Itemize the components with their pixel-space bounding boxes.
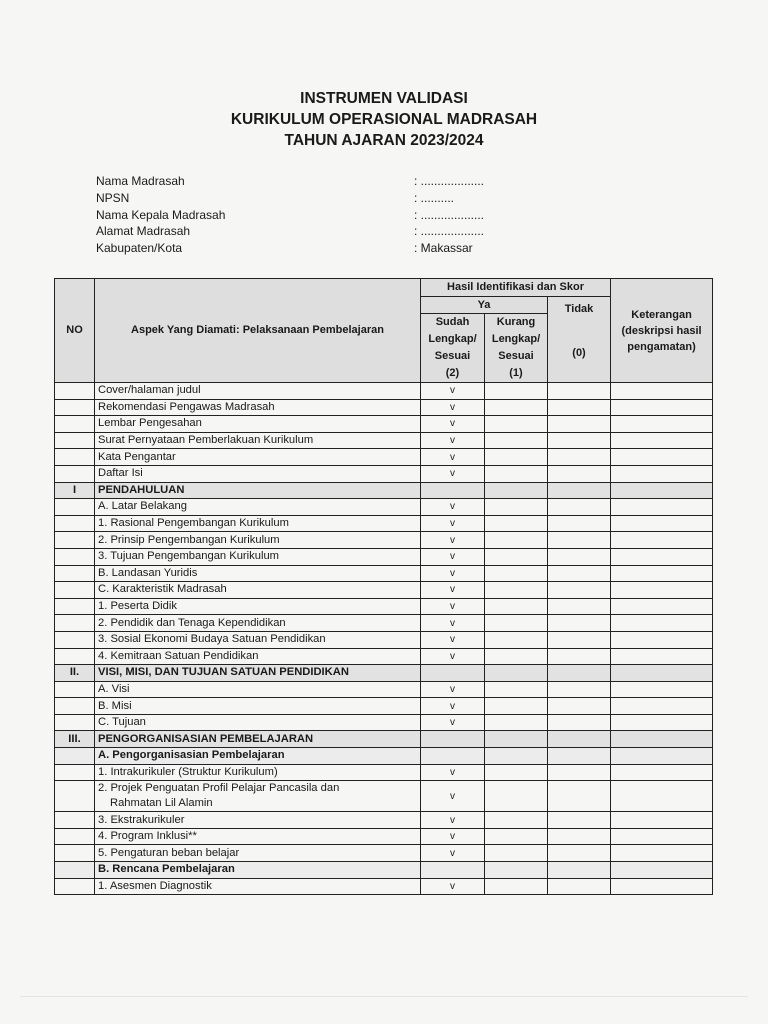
row-number (55, 648, 95, 665)
score-kurang-cell[interactable] (485, 532, 548, 549)
keterangan-cell[interactable] (611, 465, 713, 482)
row-aspect: 5. Pengaturan beban belajar (95, 845, 421, 862)
row-aspect: 4. Program Inklusi** (95, 828, 421, 845)
score-tidak-cell[interactable] (548, 449, 611, 466)
keterangan-cell[interactable] (611, 828, 713, 845)
score-tidak-cell[interactable] (548, 781, 611, 812)
score-tidak-cell[interactable] (548, 615, 611, 632)
keterangan-cell[interactable] (611, 515, 713, 532)
keterangan-cell[interactable] (611, 565, 713, 582)
score-sudah-cell[interactable]: v (421, 416, 485, 433)
info-label: Kabupaten/Kota (96, 241, 183, 256)
score-sudah-cell[interactable]: v (421, 565, 485, 582)
row-number (55, 764, 95, 781)
row-aspect: Rekomendasi Pengawas Madrasah (95, 399, 421, 416)
title-line-3: TAHUN AJARAN 2023/2024 (284, 132, 484, 149)
header-sudah (421, 314, 485, 383)
score-sudah-cell[interactable]: v (421, 615, 485, 632)
row-number (55, 416, 95, 433)
identity-block (96, 173, 484, 257)
score-tidak-cell[interactable] (548, 828, 611, 845)
document-title (0, 88, 768, 151)
info-row (96, 223, 484, 240)
keterangan-cell[interactable] (611, 648, 713, 665)
score-sudah-cell[interactable]: v (421, 845, 485, 862)
row-number: III. (55, 731, 95, 748)
table-row (55, 582, 713, 599)
table-row (55, 878, 713, 895)
row-aspect: PENGORGANISASIAN PEMBELAJARAN (95, 731, 421, 748)
score-kurang-cell[interactable] (485, 631, 548, 648)
header-tidak (548, 296, 611, 383)
table-row (55, 532, 713, 549)
title-line-2: KURIKULUM OPERASIONAL MADRASAH (230, 111, 538, 128)
table-row (55, 615, 713, 632)
row-aspect: Daftar Isi (95, 465, 421, 482)
keterangan-cell[interactable] (611, 731, 713, 748)
table-row (55, 499, 713, 516)
row-number (55, 781, 95, 812)
score-tidak-cell[interactable] (548, 665, 611, 682)
keterangan-cell[interactable] (611, 862, 713, 879)
header-tidak-label: Tidak (564, 302, 594, 315)
score-kurang-cell[interactable] (485, 499, 548, 516)
score-sudah-cell[interactable]: v (421, 582, 485, 599)
score-kurang-cell[interactable] (485, 862, 548, 879)
score-sudah-cell[interactable] (421, 731, 485, 748)
table-row (55, 714, 713, 731)
score-sudah-cell[interactable]: v (421, 548, 485, 565)
row-aspect: 3. Tujuan Pengembangan Kurikulum (95, 548, 421, 565)
table-row (55, 681, 713, 698)
title-line-1: INSTRUMEN VALIDASI (300, 90, 468, 107)
score-kurang-cell[interactable] (485, 598, 548, 615)
row-aspect: C. Karakteristik Madrasah (95, 582, 421, 599)
keterangan-cell[interactable] (611, 532, 713, 549)
info-row (96, 240, 484, 257)
table-body (55, 383, 713, 895)
info-label: Nama Madrasah (96, 174, 185, 188)
table-row (55, 565, 713, 582)
score-kurang-cell[interactable] (485, 416, 548, 433)
score-kurang-cell[interactable] (485, 615, 548, 632)
row-aspect: PENDAHULUAN (95, 482, 421, 499)
row-number (55, 631, 95, 648)
score-sudah-cell[interactable]: v (421, 598, 485, 615)
table-row (55, 515, 713, 532)
score-tidak-cell[interactable] (548, 845, 611, 862)
row-aspect: Lembar Pengesahan (95, 416, 421, 433)
score-kurang-cell[interactable] (485, 812, 548, 829)
table-row (55, 465, 713, 482)
row-number (55, 748, 95, 765)
score-sudah-cell[interactable]: v (421, 878, 485, 895)
info-row (96, 173, 484, 190)
score-kurang-cell[interactable] (485, 681, 548, 698)
row-number (55, 432, 95, 449)
row-number (55, 548, 95, 565)
score-tidak-cell[interactable] (548, 681, 611, 698)
score-tidak-cell[interactable] (548, 465, 611, 482)
info-row (96, 190, 484, 207)
row-number (55, 565, 95, 582)
info-value[interactable]: : ................... (414, 174, 485, 188)
score-sudah-cell[interactable]: v (421, 781, 485, 812)
row-aspect: B. Misi (95, 698, 421, 715)
info-value[interactable]: : Makassar (414, 241, 473, 256)
score-tidak-cell[interactable] (548, 731, 611, 748)
info-label: Alamat Madrasah (96, 224, 191, 239)
score-sudah-cell[interactable] (421, 862, 485, 879)
keterangan-cell[interactable] (611, 416, 713, 433)
score-kurang-cell[interactable] (485, 764, 548, 781)
row-number (55, 862, 95, 879)
row-number (55, 399, 95, 416)
row-number (55, 714, 95, 731)
keterangan-cell[interactable] (611, 582, 713, 599)
score-kurang-cell[interactable] (485, 731, 548, 748)
row-aspect: 1. Peserta Didik (95, 598, 421, 615)
score-tidak-cell[interactable] (548, 631, 611, 648)
row-aspect: C. Tujuan (95, 714, 421, 731)
score-tidak-cell[interactable] (548, 598, 611, 615)
row-aspect: VISI, MISI, DAN TUJUAN SATUAN PENDIDIKAN (95, 665, 421, 682)
table-row (55, 432, 713, 449)
keterangan-cell[interactable] (611, 432, 713, 449)
score-tidak-cell[interactable] (548, 582, 611, 599)
row-aspect (95, 781, 421, 812)
row-aspect: Cover/halaman judul (95, 383, 421, 400)
score-sudah-cell[interactable]: v (421, 714, 485, 731)
table-row (55, 781, 713, 812)
score-kurang-cell[interactable] (485, 714, 548, 731)
info-label: Nama Kepala Madrasah (96, 207, 226, 222)
score-tidak-cell[interactable] (548, 878, 611, 895)
row-number (55, 681, 95, 698)
row-number (55, 828, 95, 845)
score-tidak-cell[interactable] (548, 748, 611, 765)
score-kurang-cell[interactable] (485, 748, 548, 765)
keterangan-cell[interactable] (611, 399, 713, 416)
keterangan-cell[interactable] (611, 812, 713, 829)
info-row (96, 207, 484, 224)
row-aspect: 4. Kemitraan Satuan Pendidikan (95, 648, 421, 665)
row-aspect: A. Visi (95, 681, 421, 698)
row-aspect: 2. Pendidik dan Tenaga Kependidikan (95, 615, 421, 632)
row-number (55, 582, 95, 599)
validation-table (54, 278, 713, 895)
keterangan-cell[interactable] (611, 698, 713, 715)
row-number (55, 532, 95, 549)
score-kurang-cell[interactable] (485, 582, 548, 599)
table-row (55, 748, 713, 765)
score-sudah-cell[interactable]: v (421, 532, 485, 549)
header-sudah-label: Sudah Lengkap/ Sesuai (428, 316, 477, 362)
header-tidak-score: (0) (572, 347, 586, 359)
score-sudah-cell[interactable]: v (421, 828, 485, 845)
header-keterangan-label: Keterangan (deskripsi hasil pengamatan) (621, 308, 702, 353)
row-aspect: Kata Pengantar (95, 449, 421, 466)
table-row (55, 449, 713, 466)
row-aspect: 1. Rasional Pengembangan Kurikulum (95, 515, 421, 532)
score-kurang-cell[interactable] (485, 845, 548, 862)
score-kurang-cell[interactable] (485, 399, 548, 416)
table-row (55, 648, 713, 665)
row-aspect: B. Landasan Yuridis (95, 565, 421, 582)
score-sudah-cell[interactable]: v (421, 698, 485, 715)
row-aspect: B. Rencana Pembelajaran (95, 862, 421, 879)
header-ya: Ya (421, 296, 548, 314)
score-kurang-cell[interactable] (485, 828, 548, 845)
row-number (55, 465, 95, 482)
row-number (55, 383, 95, 400)
row-aspect: 3. Ekstrakurikuler (95, 812, 421, 829)
header-kurang-label: Kurang Lengkap/ Sesuai (491, 316, 541, 362)
keterangan-cell[interactable] (611, 449, 713, 466)
score-sudah-cell[interactable] (421, 748, 485, 765)
score-kurang-cell[interactable] (485, 878, 548, 895)
score-kurang-cell[interactable] (485, 482, 548, 499)
score-kurang-cell[interactable] (485, 515, 548, 532)
table-row (55, 598, 713, 615)
score-sudah-cell[interactable]: v (421, 499, 485, 516)
info-label: NPSN (96, 190, 130, 205)
table-row (55, 812, 713, 829)
table-row (55, 764, 713, 781)
table-row (55, 845, 713, 862)
score-sudah-cell[interactable]: v (421, 681, 485, 698)
row-aspect: 2. Prinsip Pengembangan Kurikulum (95, 532, 421, 549)
score-tidak-cell[interactable] (548, 862, 611, 879)
score-sudah-cell[interactable]: v (421, 631, 485, 648)
score-tidak-cell[interactable] (548, 714, 611, 731)
keterangan-cell[interactable] (611, 845, 713, 862)
row-number: II. (55, 665, 95, 682)
score-tidak-cell[interactable] (548, 764, 611, 781)
keterangan-cell[interactable] (611, 548, 713, 565)
score-tidak-cell[interactable] (548, 432, 611, 449)
score-tidak-cell[interactable] (548, 383, 611, 400)
table-row (55, 482, 713, 499)
page-edge-line (20, 996, 748, 997)
score-tidak-cell[interactable] (548, 548, 611, 565)
score-tidak-cell[interactable] (548, 532, 611, 549)
score-kurang-cell[interactable] (485, 565, 548, 582)
score-tidak-cell[interactable] (548, 812, 611, 829)
keterangan-cell[interactable] (611, 615, 713, 632)
score-sudah-cell[interactable]: v (421, 399, 485, 416)
row-aspect: 3. Sosial Ekonomi Budaya Satuan Pendidikan (95, 631, 421, 648)
table-row (55, 731, 713, 748)
score-sudah-cell[interactable] (421, 665, 485, 682)
score-sudah-cell[interactable]: v (421, 465, 485, 482)
info-value[interactable]: : ................... (414, 224, 485, 239)
keterangan-cell[interactable] (611, 748, 713, 765)
row-number: I (55, 482, 95, 499)
row-aspect: A. Pengorganisasian Pembelajaran (95, 748, 421, 765)
table-row (55, 416, 713, 433)
score-sudah-cell[interactable]: v (421, 515, 485, 532)
row-number (55, 499, 95, 516)
keterangan-cell[interactable] (611, 764, 713, 781)
keterangan-cell[interactable] (611, 714, 713, 731)
table-row (55, 383, 713, 400)
score-kurang-cell[interactable] (485, 548, 548, 565)
keterangan-cell[interactable] (611, 499, 713, 516)
row-aspect-line: Rahmatan Lil Alamin (110, 797, 213, 810)
score-kurang-cell[interactable] (485, 781, 548, 812)
score-tidak-cell[interactable] (548, 499, 611, 516)
row-aspect: 1. Intrakurikuler (Struktur Kurikulum) (95, 764, 421, 781)
table-row (55, 862, 713, 879)
keterangan-cell[interactable] (611, 781, 713, 812)
score-kurang-cell[interactable] (485, 465, 548, 482)
table-row (55, 548, 713, 565)
row-aspect: 1. Asesmen Diagnostik (95, 878, 421, 895)
row-number (55, 845, 95, 862)
score-kurang-cell[interactable] (485, 383, 548, 400)
row-number (55, 698, 95, 715)
header-no: NO (55, 279, 95, 383)
score-tidak-cell[interactable] (548, 565, 611, 582)
keterangan-cell[interactable] (611, 665, 713, 682)
score-tidak-cell[interactable] (548, 482, 611, 499)
table-row (55, 698, 713, 715)
row-number (55, 615, 95, 632)
score-sudah-cell[interactable]: v (421, 648, 485, 665)
header-keterangan (611, 279, 713, 383)
score-sudah-cell[interactable]: v (421, 432, 485, 449)
row-number (55, 878, 95, 895)
score-kurang-cell[interactable] (485, 665, 548, 682)
score-kurang-cell[interactable] (485, 449, 548, 466)
score-tidak-cell[interactable] (548, 515, 611, 532)
info-value[interactable]: : ................... (414, 207, 485, 222)
score-sudah-cell[interactable]: v (421, 449, 485, 466)
score-sudah-cell[interactable]: v (421, 383, 485, 400)
score-tidak-cell[interactable] (548, 648, 611, 665)
table-row (55, 399, 713, 416)
header-sudah-score: (2) (445, 367, 460, 379)
row-number (55, 812, 95, 829)
score-sudah-cell[interactable] (421, 482, 485, 499)
row-aspect-line: 2. Projek Penguatan Profil Pelajar Pancasila dan (98, 782, 340, 795)
score-sudah-cell[interactable]: v (421, 764, 485, 781)
keterangan-cell[interactable] (611, 598, 713, 615)
score-sudah-cell[interactable]: v (421, 812, 485, 829)
score-kurang-cell[interactable] (485, 432, 548, 449)
header-aspect: Aspek Yang Diamati: Pelaksanaan Pembelajaran (95, 279, 421, 383)
info-value[interactable]: : .......... (414, 190, 455, 205)
keterangan-cell[interactable] (611, 482, 713, 499)
header-result: Hasil Identifikasi dan Skor (421, 279, 611, 297)
keterangan-cell[interactable] (611, 631, 713, 648)
table-row (55, 665, 713, 682)
keterangan-cell[interactable] (611, 383, 713, 400)
keterangan-cell[interactable] (611, 681, 713, 698)
row-aspect: Surat Pernyataan Pemberlakuan Kurikulum (95, 432, 421, 449)
score-tidak-cell[interactable] (548, 698, 611, 715)
row-aspect: A. Latar Belakang (95, 499, 421, 516)
row-number (55, 598, 95, 615)
score-tidak-cell[interactable] (548, 399, 611, 416)
score-kurang-cell[interactable] (485, 698, 548, 715)
header-kurang-score: (1) (509, 367, 523, 379)
row-number (55, 449, 95, 466)
keterangan-cell[interactable] (611, 878, 713, 895)
score-kurang-cell[interactable] (485, 648, 548, 665)
header-kurang (485, 314, 548, 383)
score-tidak-cell[interactable] (548, 416, 611, 433)
table-row (55, 828, 713, 845)
row-number (55, 515, 95, 532)
table-row (55, 631, 713, 648)
